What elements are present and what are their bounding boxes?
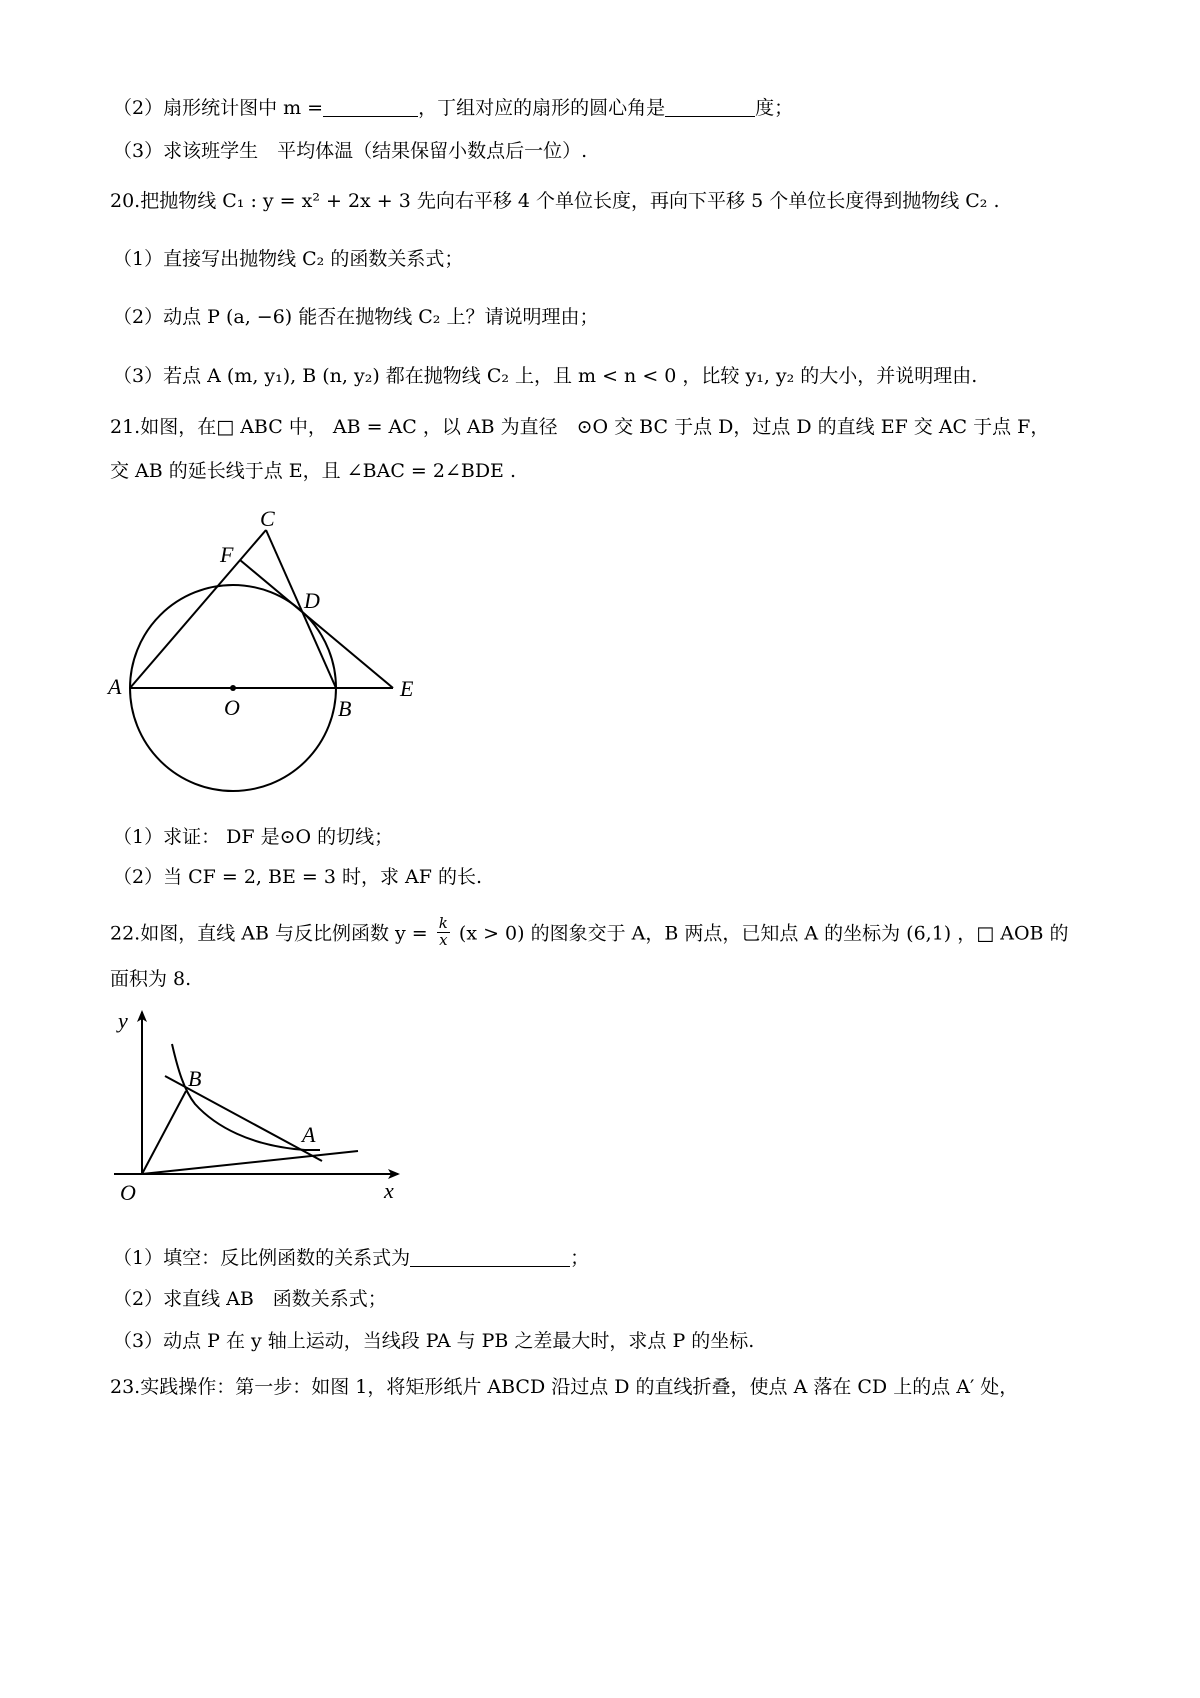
q22-part2: （2）求直线 AB 函数关系式；	[113, 1288, 387, 1310]
q23-stem: 23.实践操作：第一步：如图 1，将矩形纸片 ABCD 沿过点 D 的直线折叠，使点 A 落在 CD 上的点 A′ 处，	[110, 1376, 1019, 1398]
segment-fe	[240, 560, 393, 688]
q20-part1: （1）直接写出抛物线 C₂ 的函数关系式；	[113, 248, 464, 270]
answer-blank[interactable]	[665, 98, 755, 117]
figure-21-circle-triangle	[100, 500, 440, 800]
label-o: O	[120, 1180, 136, 1205]
q19-part3: （3）求该班学生 平均体温（结果保留小数点后一位）.	[113, 140, 588, 162]
label-c: C	[260, 506, 275, 531]
q22-stem-line2: 面积为 8.	[110, 968, 192, 990]
q20-stem: 20.把抛物线 C₁ : y = x² + 2x + 3 先向右平移 4 个单位长度，再向下平移 5 个单位长度得到抛物线 C₂ .	[110, 190, 1000, 212]
label-d: D	[304, 588, 320, 613]
fraction-k-over-x: $\frac{k}{x}$	[438, 914, 448, 949]
label-b: B	[188, 1066, 202, 1091]
label-x: x	[384, 1178, 394, 1203]
line-oa-extended	[142, 1151, 358, 1174]
segment-cb	[266, 530, 336, 688]
label-a: A	[302, 1122, 316, 1147]
q22-part3: （3）动点 P 在 y 轴上运动，当线段 PA 与 PB 之差最大时，求点 P 的坐标.	[113, 1330, 755, 1352]
label-a: A	[108, 674, 122, 699]
q20-part3: （3）若点 A (m, y₁), B (n, y₂) 都在抛物线 C₂ 上，且 m < n < 0 ，比较 y₁, y₂ 的大小，并说明理由.	[113, 365, 978, 387]
q22-stem-line1: 22.如图，直线 AB 与反比例函数 y = $\frac{k}{x}$ (x > 0) 的图象交于 A，B 两点，已知点 A 的坐标为 (6,1) ，□ AOB 的	[110, 914, 1069, 949]
figure-22-hyperbola-graph	[100, 1000, 420, 1220]
q21-stem-line1: 21.如图，在□ ABC 中， AB = AC ，以 AB 为直径 ⊙O 交 BC 于点 D，过点 D 的直线 EF 交 AC 于点 F，	[110, 416, 1050, 438]
hyperbola-curve	[172, 1044, 320, 1150]
label-y: y	[118, 1008, 128, 1033]
q19-part2: （2）扇形统计图中 m = ，丁组对应的扇形的圆心角是 度；	[113, 97, 794, 119]
segment-ob	[142, 1091, 186, 1174]
label-f: F	[220, 542, 234, 567]
label-o: O	[224, 695, 240, 720]
q21-part2: （2）当 CF = 2, BE = 3 时，求 AF 的长.	[113, 866, 482, 888]
label-e: E	[400, 676, 414, 701]
answer-blank[interactable]	[323, 98, 418, 117]
q22-part1: （1）填空：反比例函数的关系式为 ；	[113, 1247, 590, 1269]
label-b: B	[338, 696, 352, 721]
segment-ac	[130, 530, 266, 688]
center-point-o	[230, 685, 236, 691]
answer-blank[interactable]	[410, 1248, 570, 1267]
q20-part2: （2）动点 P (a, −6) 能否在抛物线 C₂ 上？请说明理由；	[113, 306, 599, 328]
q21-stem-line2: 交 AB 的延长线于点 E，且 ∠BAC = 2∠BDE .	[110, 460, 517, 482]
q21-part1: （1）求证： DF 是⊙O 的切线；	[113, 826, 394, 848]
